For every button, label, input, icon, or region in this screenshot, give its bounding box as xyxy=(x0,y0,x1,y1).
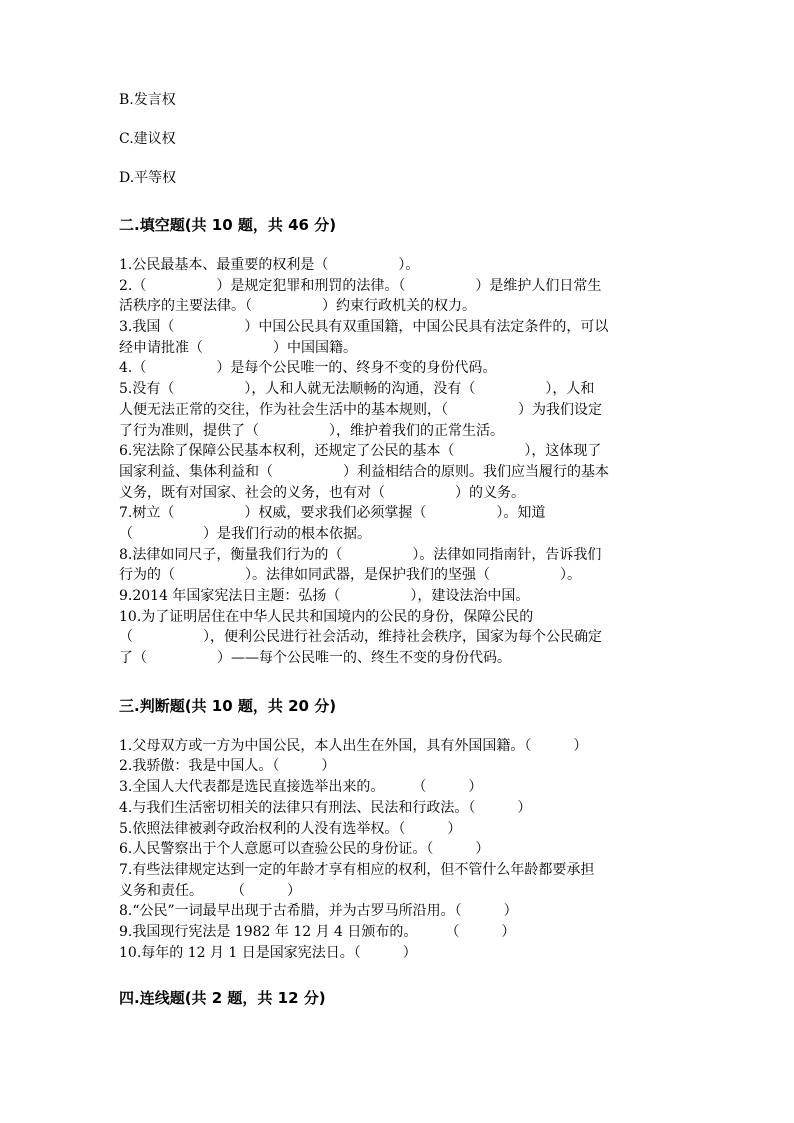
question-line: 9.2014 年国家宪法日主题：弘扬（ ），建设法治中国。 xyxy=(119,588,530,604)
question-line: 1.父母双方或一方为中国公民，本人出生在外国，具有外国国籍。（ ） xyxy=(119,737,588,754)
question-line: 2.（ ）是规定犯罪和刑罚的法律。（ ）是维护人们日常生 xyxy=(119,277,602,294)
question-line: 人便无法正常的交往，作为社会生活中的基本规则，（ ）为我们设定 xyxy=(119,401,602,418)
question-line: 6.人民警察出于个人意愿可以查验公民的身份证。（ ） xyxy=(119,841,490,858)
question-line: 活秩序的主要法律。（ ）约束行政机关的权力。 xyxy=(119,298,476,315)
question-line: 7.树立（ ）权威，要求我们必须掌握（ ）。知道 xyxy=(119,505,546,522)
question-line: 2.我骄傲：我是中国人。（ ） xyxy=(119,758,336,775)
question-line: （ ）是我们行动的根本依据。 xyxy=(119,525,371,542)
question-line: 经申请批准（ ）中国国籍。 xyxy=(119,339,357,356)
question-line: 7.有些法律规定达到一定的年龄才享有相应的权利，但不管什么年龄都要承担 xyxy=(119,861,595,878)
option-d: D.平等权 xyxy=(119,170,177,186)
question-line: 8.法律如同尺子，衡量我们行为的（ ）。法律如同指南针，告诉我们 xyxy=(119,546,602,563)
question-line: 3.全国人大代表都是选民直接选举出来的。 （ ） xyxy=(119,779,483,796)
question-line: 义务，既有对国家、社会的义务，也有对（ ）的义务。 xyxy=(119,484,525,501)
question-line: 8.“公民”一词最早出现于古希腊，并为古罗马所沿用。（ ） xyxy=(119,903,518,920)
question-line: 3.我国（ ）中国公民具有双重国籍，中国公民具有法定条件的，可以 xyxy=(119,319,609,336)
question-line: 10.为了证明居住在中华人民共和国境内的公民的身份，保障公民的 xyxy=(119,608,534,625)
section-heading-matching: 四.连线题(共 2 题，共 12 分) xyxy=(119,989,326,1008)
option-b: B.发言权 xyxy=(119,92,176,108)
option-c: C.建议权 xyxy=(119,131,176,147)
question-line: 义务和责任。 （ ） xyxy=(119,882,301,899)
question-line: 国家利益、集体利益和（ ）利益相结合的原则。我们应当履行的基本 xyxy=(119,463,609,480)
question-line: 1.公民最基本、最重要的权利是（ ）。 xyxy=(119,257,420,273)
section-heading-true-false: 三.判断题(共 10 题，共 20 分) xyxy=(119,696,337,715)
true-false-questions xyxy=(119,736,679,964)
exam-page xyxy=(119,90,679,1009)
question-line: 5.没有（ ），人和人就无法顺畅的沟通，没有（ ），人和 xyxy=(119,381,595,398)
question-line: 4.与我们生活密切相关的法律只有刑法、民法和行政法。（ ） xyxy=(119,799,532,816)
question-line: 了行为准则，提供了（ ），维护着我们的正常生活。 xyxy=(119,422,504,439)
question-line: 6.宪法除了保障公民基本权利，还规定了公民的基本（ ），这体现了 xyxy=(119,443,602,460)
question-line: 4.（ ）是每个公民唯一的、终身不变的身份代码。 xyxy=(119,360,497,377)
question-line: 5.依照法律被剥夺政治权利的人没有选举权。（ ） xyxy=(119,820,462,837)
question-line: 行为的（ ）。法律如同武器，是保护我们的坚强（ ）。 xyxy=(119,567,581,584)
question-line: 9.我国现行宪法是 1982 年 12 月 4 日颁布的。 （ ） xyxy=(119,923,516,940)
question-line: 了（ ）——每个公民唯一的、终生不变的身份代码。 xyxy=(119,650,511,667)
fill-blank-questions xyxy=(119,255,679,669)
question-line: （ ），便利公民进行社会活动，维持社会秩序，国家为每个公民确定 xyxy=(119,629,602,646)
question-line: 10.每年的 12 月 1 日是国家宪法日。（ ） xyxy=(119,944,417,961)
section-heading-fill-blank: 二.填空题(共 10 题，共 46 分) xyxy=(119,216,337,234)
